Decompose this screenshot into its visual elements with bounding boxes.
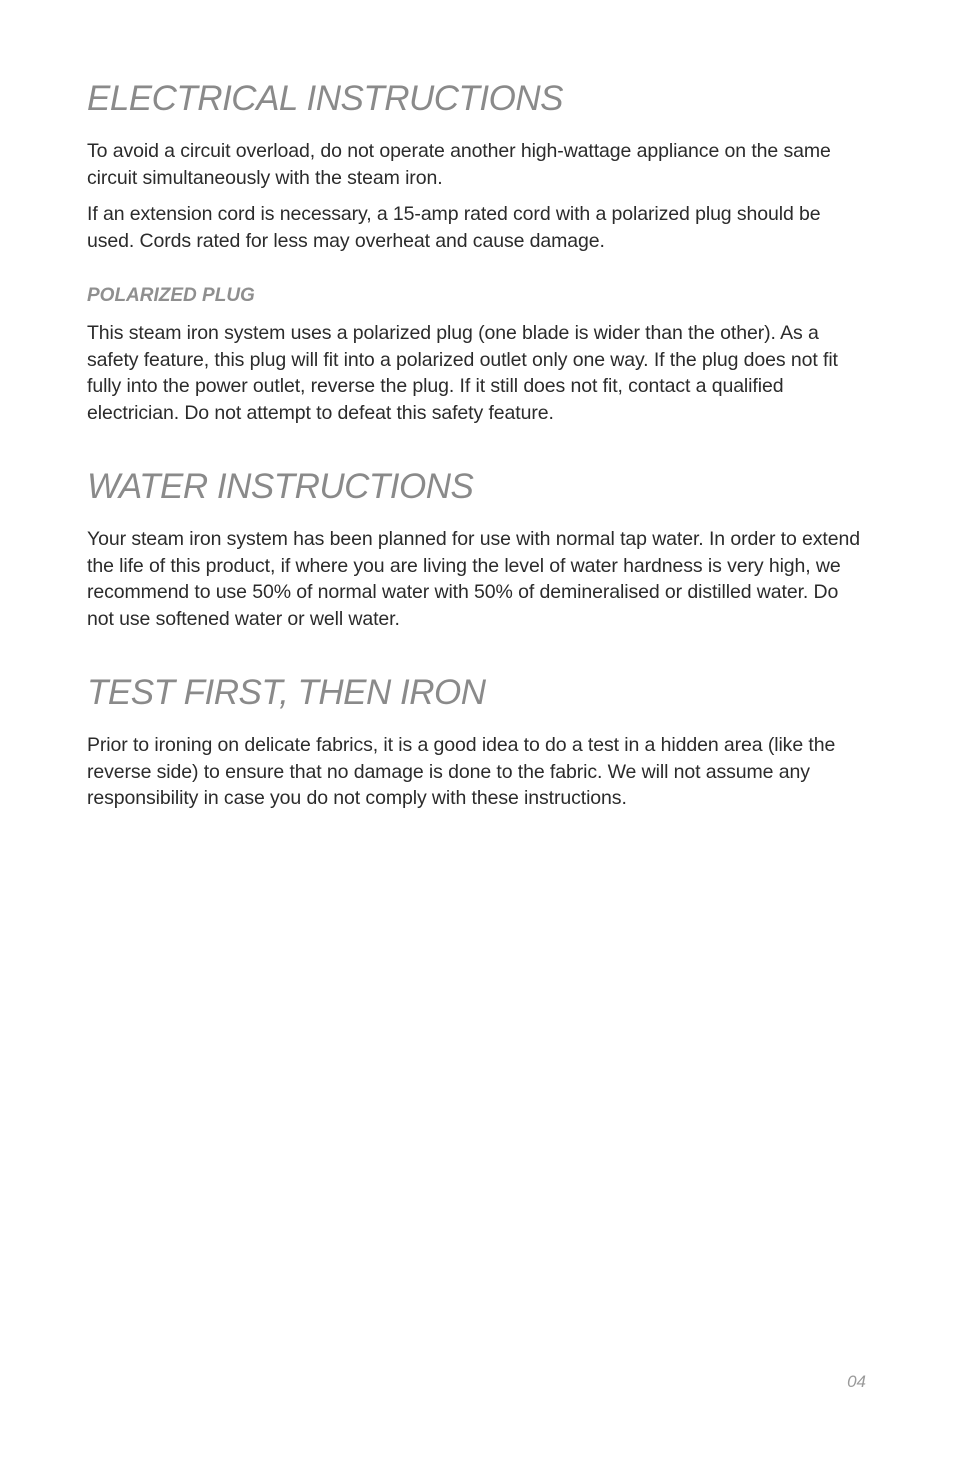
section-electrical: [87, 78, 869, 426]
section-title-water: WATER INSTRUCTIONS: [87, 467, 474, 506]
section-title-test-first: TEST FIRST, THEN IRON: [87, 673, 486, 712]
page-number: 04: [847, 1372, 866, 1391]
paragraph-circuit-overload: To avoid a circuit overload, do not operate another high-wattage appliance on the same circuit simultaneously with the steam iron.: [87, 140, 831, 189]
section-test-first: [87, 672, 869, 812]
document-page: [87, 78, 869, 822]
paragraph-test-first: Prior to ironing on delicate fabrics, it is a good idea to do a test in a hidden area (like the reverse side) to ensure that no damage is done to the fabric. We will not assume any responsibility in case you do not comply with these instructions.: [87, 734, 836, 809]
section-water: [87, 466, 869, 632]
subsection-title-polarized-plug: POLARIZED PLUG: [87, 285, 255, 306]
section-title-electrical: ELECTRICAL INSTRUCTIONS: [87, 79, 563, 118]
paragraph-polarized-plug: This steam iron system uses a polarized plug (one blade is wider than the other). As a safety feature, this plug will fit into a polarized outlet only one way. If the plug does not fit fully into the power outlet, reverse the plug. If it still does not fit, contact a qualified electrician. Do not attempt to defeat this safety feature.: [87, 322, 838, 424]
paragraph-extension-cord: If an extension cord is necessary, a 15-amp rated cord with a polarized plug should be used. Cords rated for less may overheat and cause damage.: [87, 203, 821, 252]
paragraph-water: Your steam iron system has been planned for use with normal tap water. In order to extend the life of this product, if where you are living the level of water hardness is very high, we recommend to use 50% of normal water with 50% of demineralised or distilled water. Do not use softened water or well water.: [87, 528, 860, 630]
